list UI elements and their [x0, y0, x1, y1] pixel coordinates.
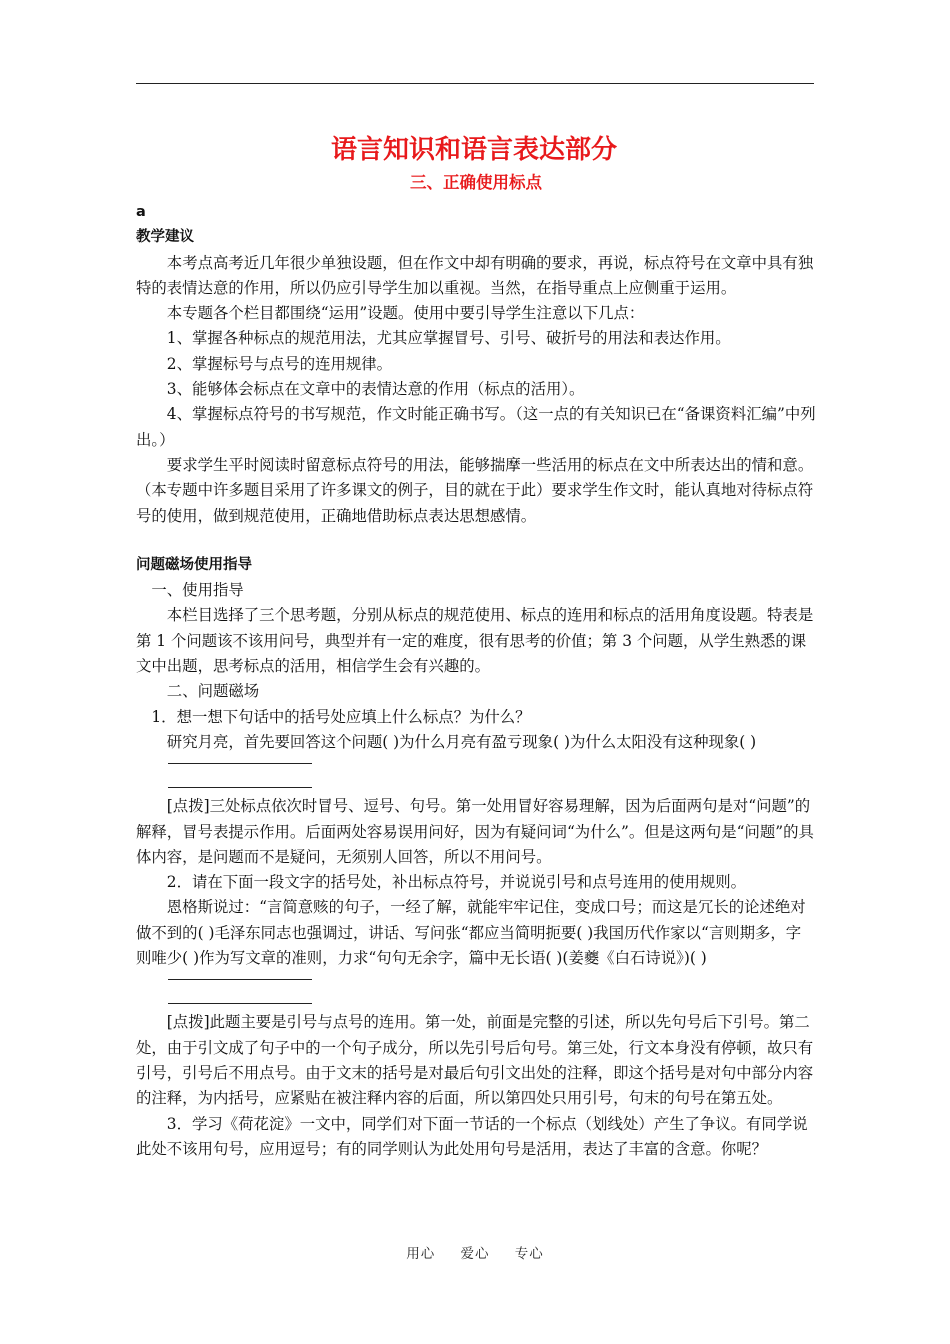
- answer-line: [168, 1003, 312, 1004]
- guide-part1-title: 一、使用指导: [151, 581, 244, 600]
- teaching-point: 1、掌握各种标点的规范用法，尤其应掌握冒号、引号、破折号的用法和表达作用。: [166, 329, 731, 348]
- question-2-prompt: 2．请在下面一段文字的括号处，补出标点符号，并说说引号和点号连用的使用规则。: [166, 873, 747, 892]
- guide-heading: 问题磁场使用指导: [136, 556, 252, 573]
- answer-line: [168, 763, 312, 764]
- question-3-prompt: 3．学习《荷花淀》一文中，同学们对下面一节话的一个标点（划线处）产生了争议。有同学说此处不该用句号，应用逗号；有的同学则认为此处用句号是活用，表达了丰富的含意。你呢？: [136, 1114, 808, 1158]
- teaching-point: 3、能够体会标点在文章中的表情达意的作用（标点的活用）。: [166, 380, 585, 399]
- question-2-text: 恩格斯说过：“言简意赅的句子，一经了解，就能牢牢记住，变成口号；而这是冗长的论述绝对做不到的( )毛泽东同志也强调过，讲话、写问张“都应当简明扼要( )我国历代作家以“言则期多，字则唯少( )作为写文章的准则，力求“句句无余字，篇中无长语( )(姜夔《白石诗说》)( ): [136, 898, 806, 968]
- question-1-hint: [点拨]三处标点依次时冒号、逗号、句号。第一处用冒好容易理解，因为后面两句是对“问题”的解释，冒号表提示作用。后面两处容易误用问好，因为有疑问词“为什么”。但是这两句是“问题”的具体内容，是问题而不是疑问，无须别人回答，所以不用问号。: [136, 797, 814, 866]
- answer-line: [168, 787, 312, 788]
- teaching-paragraph: 要求学生平时阅读时留意标点符号的用法，能够揣摩一些活用的标点在文中所表达出的情和意。（本专题中许多题目采用了许多课文的例子，目的就在于此）要求学生作文时，能认真地对待标点符号的使用，做到规范使用，正确地借助标点表达思想感情。: [136, 455, 814, 525]
- page-footer: [0, 1244, 950, 1264]
- teaching-paragraph: 本专题各个栏目都围绕“运用”设题。使用中要引导学生注意以下几点：: [166, 304, 645, 323]
- answer-line: [168, 979, 312, 980]
- teaching-point: 2、掌握标号与点号的连用规律。: [166, 354, 393, 373]
- document-body: [136, 130, 816, 1162]
- footer-text: 爱心: [460, 1246, 490, 1262]
- question-1-prompt: 1．想一想下句话中的括号处应填上什么标点？为什么？: [151, 707, 531, 726]
- spacer: [136, 529, 816, 553]
- header-rule: [136, 83, 814, 84]
- footer-text: 用心: [406, 1246, 436, 1262]
- footer-text: 专心: [514, 1246, 544, 1262]
- guide-part1-text: 本栏目选择了三个思考题，分别从标点的规范使用、标点的连用和标点的活用角度设题。特表是第 1 个问题该不该用问号，典型并有一定的难度，很有思考的价值；第 3 个问题，从学生熟悉的课文中出题，思考标点的活用，相信学生会有兴趣的。: [136, 606, 814, 676]
- page-title: 语言知识和语言表达部分: [330, 135, 617, 165]
- guide-part2-title: 二、问题磁场: [166, 682, 260, 701]
- teaching-heading: 教学建议: [136, 229, 194, 246]
- answer-lines: [136, 971, 816, 1010]
- answer-lines: [136, 755, 816, 794]
- page-subtitle: 三、正确使用标点: [410, 173, 542, 192]
- question-1-text: 研究月亮，首先要回答这个问题( )为什么月亮有盈亏现象( )为什么太阳没有这种现象( ): [166, 732, 757, 751]
- teaching-paragraph: 本考点高考近几年很少单独设题，但在作文中却有明确的要求，再说，标点符号在文章中具有独特的表情达意的作用，所以仍应引导学生加以重视。当然，在指导重点上应侧重于运用。: [136, 253, 814, 297]
- teaching-point: 4、掌握标点符号的书写规范，作文时能正确书写。（这一点的有关知识已在“备课资料汇编”中列出。）: [136, 405, 816, 449]
- question-2-hint: [点拨]此题主要是引号与点号的连用。第一处，前面是完整的引述，所以先句号后下引号。第二处，由于引文成了句子中的一个句子成分，所以先引号后句号。第三处，行文本身没有停顿，故只有引号，引号后不用点号。由于文末的括号是对最后句引文出处的注释，即这个括号是对句中部分内容的注释，为内括号，应紧贴在被注释内容的后面，所以第四处只用引号，句末的句号在第五处。: [136, 1013, 814, 1108]
- section-marker: a: [136, 204, 146, 220]
